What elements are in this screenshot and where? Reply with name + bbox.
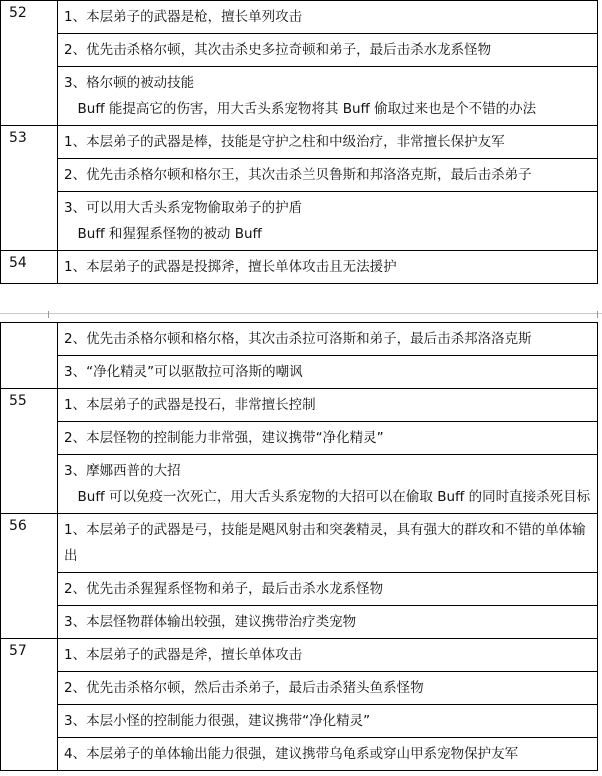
table-row (1, 1, 598, 34)
strategy-item: 2、优先击杀格尔顿，其次击杀史多拉奇顿和弟子，最后击杀水龙系怪物 (58, 34, 598, 67)
strategy-item: 1、本层弟子的武器是枪，擅长单列攻击 (58, 1, 598, 34)
page-break-line (0, 313, 602, 314)
floor-number (1, 323, 58, 389)
table-row (1, 67, 598, 126)
table-body-top (1, 1, 598, 284)
table-row (1, 323, 598, 356)
page-break-tick (597, 311, 598, 318)
strategy-item: 4、本层弟子的单体输出能力很强，建议携带乌龟系或穿山甲系宠物保护友军 (58, 738, 598, 771)
floor-number: 54 (1, 251, 58, 284)
strategy-item: 1、本层弟子的武器是弓，技能是飓风射击和突袭精灵，具有强大的群攻和不错的单体输出 (58, 514, 598, 573)
strategy-item: 2、优先击杀格尔顿和格尔王，其次击杀兰贝鲁斯和邦洛洛克斯，最后击杀弟子 (58, 159, 598, 192)
table-row (1, 705, 598, 738)
table-row (1, 389, 598, 422)
table-body-bottom (1, 323, 598, 771)
strategy-item: 1、本层弟子的武器是斧，擅长单体攻击 (58, 639, 598, 672)
strategy-item: 3、本层小怪的控制能力很强，建议携带“净化精灵” (58, 705, 598, 738)
strategy-item: 3、本层怪物群体输出较强，建议携带治疗类宠物 (58, 606, 598, 639)
floor-number: 57 (1, 639, 58, 771)
page-break-gap (0, 309, 602, 321)
table-row (1, 422, 598, 455)
strategy-item: 3、格尔顿的被动技能 Buff 能提高它的伤害，用大舌头系宠物将其 Buff 偷取过来也是个不错的办法 (58, 67, 598, 126)
table-row (1, 126, 598, 159)
strategy-item: 1、本层弟子的武器是投石，非常擅长控制 (58, 389, 598, 422)
strategy-item: 1、本层弟子的武器是棒，技能是守护之柱和中级治疗，非常擅长保护友军 (58, 126, 598, 159)
strategy-table-bottom (0, 322, 598, 771)
table-row (1, 356, 598, 389)
table-row (1, 738, 598, 771)
table-row (1, 192, 598, 251)
floor-number: 55 (1, 389, 58, 514)
table-row (1, 639, 598, 672)
strategy-table-top (0, 0, 598, 284)
table-row (1, 455, 598, 514)
floor-number: 53 (1, 126, 58, 251)
table-row (1, 573, 598, 606)
strategy-item: 2、本层怪物的控制能力非常强，建议携带“净化精灵” (58, 422, 598, 455)
strategy-item: 2、优先击杀格尔顿和格尔格，其次击杀拉可洛斯和弟子，最后击杀邦洛洛克斯 (58, 323, 598, 356)
page-break-tick (48, 311, 49, 318)
table-row (1, 34, 598, 67)
table-row (1, 251, 598, 284)
table-row (1, 159, 598, 192)
table-row (1, 672, 598, 705)
strategy-item: 2、优先击杀格尔顿，然后击杀弟子，最后击杀猪头鱼系怪物 (58, 672, 598, 705)
floor-number: 56 (1, 514, 58, 639)
table-row (1, 606, 598, 639)
strategy-item: 1、本层弟子的武器是投掷斧，擅长单体攻击且无法援护 (58, 251, 598, 284)
table-row (1, 514, 598, 573)
floor-number: 52 (1, 1, 58, 126)
strategy-item: 2、优先击杀猩猩系怪物和弟子，最后击杀水龙系怪物 (58, 573, 598, 606)
strategy-item: 3、可以用大舌头系宠物偷取弟子的护盾 Buff 和猩猩系怪物的被动 Buff (58, 192, 598, 251)
strategy-item: 3、摩娜西普的大招 Buff 可以免疫一次死亡，用大舌头系宠物的大招可以在偷取 Buff 的同时直接杀死目标 (58, 455, 598, 514)
strategy-item: 3、“净化精灵”可以驱散拉可洛斯的嘲讽 (58, 356, 598, 389)
